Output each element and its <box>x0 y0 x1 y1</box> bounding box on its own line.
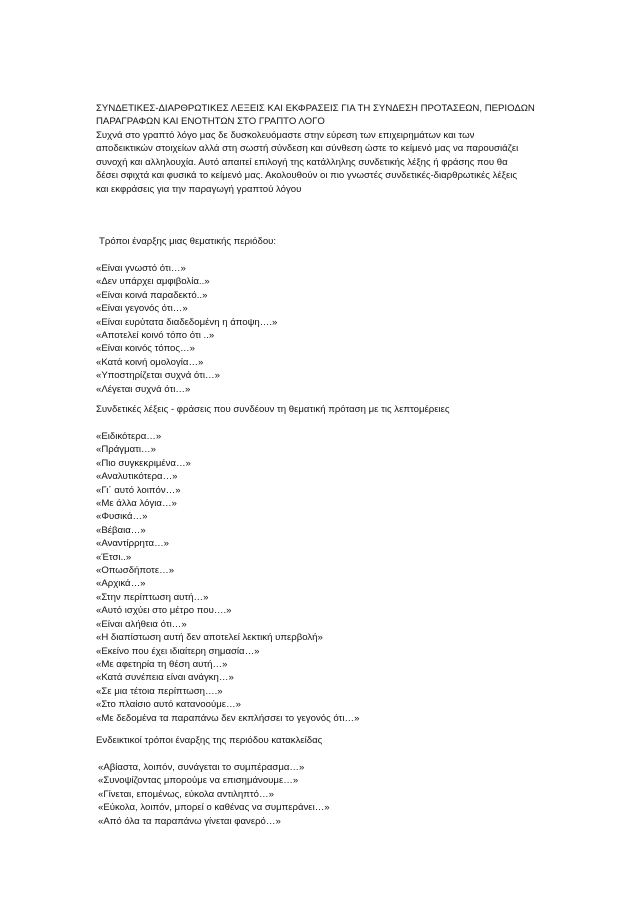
list-item: «Γίνεται, επομένως, εύκολα αντιληπτό…» <box>98 788 274 800</box>
list-item: «Πιο συγκεκριμένα…» <box>96 457 191 469</box>
list-item: «Οπωσδήποτε…» <box>96 565 175 577</box>
list-item: «Στο πλαίσιο αυτό κατανοούμε…» <box>96 699 241 711</box>
section-heading <box>99 235 559 248</box>
section-heading <box>96 734 556 747</box>
document-title <box>96 102 556 129</box>
list-item: «Βέβαια…» <box>96 524 146 536</box>
title-line: ΠΑΡΑΓΡΑΦΩΝ ΚΑΙ ΕΝΟΤΗΤΩΝ ΣΤΟ ΓΡΑΠΤΟ ΛΟΓΟ <box>96 116 325 128</box>
section1-list <box>96 262 556 396</box>
intro-line: Συχνά στο γραπτό λόγο μας δε δυσκολευόμαστε στην εύρεση των επιχειρημάτων και των <box>96 130 475 141</box>
list-item: «Σε μια τέτοια περίπτωση….» <box>96 685 223 697</box>
list-item: «Στην περίπτωση αυτή…» <box>96 591 209 603</box>
list-item: «Πράγματι…» <box>96 444 156 456</box>
list-item: «Αποτελεί κοινό τόπο ότι ..» <box>96 330 215 342</box>
section3-list <box>98 761 558 828</box>
section3-heading: Ενδεικτικοί τρόποι έναρξης της περιόδου κατακλείδας <box>96 735 323 746</box>
title-line: ΣΥΝΔΕΤΙΚΕΣ-ΔΙΑΡΘΡΩΤΙΚΕΣ ΛΕΞΕΙΣ ΚΑΙ ΕΚΦΡΑΣΕΙΣ ΓΙΑ ΤΗ ΣΥΝΔΕΣΗ ΠΡΟΤΑΣΕΩΝ, ΠΕΡΙΟΔΩΝ <box>96 103 535 114</box>
list-item: «Αυτό ισχύει στο μέτρο που….» <box>96 605 232 617</box>
intro-line: συνοχή και αλληλουχία. Αυτό απαιτεί επιλογή της κατάλληλης συνδετικής λέξης ή φράσης που θα <box>96 156 508 168</box>
list-item: «Ειδικότερα…» <box>96 431 162 442</box>
list-item: «Κατά κοινή ομολογία…» <box>96 356 204 368</box>
list-item: «Υποστηρίζεται συχνά ότι…» <box>96 370 220 382</box>
list-item: «Είναι κοινός τόπος…» <box>96 343 195 355</box>
intro-line: αποδεικτικών στοιχείων αλλά στη σωστή σύνδεση και σύνθεση ώστε το κείμενό μας να παρουσιάζει <box>96 143 519 155</box>
list-item: «Εκείνο που έχει ιδιαίτερη σημασία…» <box>96 645 260 657</box>
list-item: «Με αφετηρία τη θέση αυτή…» <box>96 658 228 670</box>
section2-heading: Συνδετικές λέξεις - φράσεις που συνδέουν τη θεματική πρόταση με τις λεπτομέρειες <box>96 404 450 415</box>
section2-list <box>96 430 556 725</box>
list-item: «Κατά συνέπεια είναι ανάγκη…» <box>96 672 234 684</box>
intro-paragraph <box>96 129 556 196</box>
list-item: «Η διαπίστωση αυτή δεν αποτελεί λεκτική υπερβολή» <box>96 632 323 644</box>
list-item: «Εύκολα, λοιπόν, μπορεί ο καθένας να συμπεράνει…» <box>98 802 330 814</box>
section-heading <box>96 403 556 416</box>
intro-line: δέσει σφιχτά και φυσικά το κείμενό μας. Ακολουθούν οι πιο γνωστές συνδετικές-διαρθρωτικές λέξεις <box>96 170 517 182</box>
list-item: «Φυσικά…» <box>96 511 148 523</box>
list-item: «Λέγεται συχνά ότι…» <box>96 383 191 395</box>
list-item: «Αβίαστα, λοιπόν, συνάγεται το συμπέρασμα…» <box>98 762 305 773</box>
list-item: «Με άλλα λόγια…» <box>96 498 177 510</box>
list-item: «Συνοψίζοντας μπορούμε να επισημάνουμε…» <box>98 775 299 787</box>
list-item: «Από όλα τα παραπάνω γίνεται φανερό…» <box>98 815 281 827</box>
list-item: «Είναι ευρύτατα διαδεδομένη η άποψη….» <box>96 316 278 328</box>
list-item: «Είναι αλήθεια ότι…» <box>96 618 187 630</box>
list-item: «Αναλυτικότερα…» <box>96 471 178 483</box>
list-item: «Με δεδομένα τα παραπάνω δεν εκπλήσσει το γεγονός ότι…» <box>96 712 360 724</box>
list-item: «Δεν υπάρχει αμφιβολία..» <box>96 276 210 288</box>
list-item: «Έτσι..» <box>96 551 132 563</box>
list-item: «Είναι γνωστό ότι…» <box>96 263 186 274</box>
list-item: «Αρχικά…» <box>96 578 146 590</box>
list-item: «Γι΄ αυτό λοιπόν…» <box>96 484 181 496</box>
list-item: «Είναι γεγονός ότι…» <box>96 303 188 315</box>
list-item: «Είναι κοινά παραδεκτό..» <box>96 289 208 301</box>
intro-line: και εκφράσεις για την παραγωγή γραπτού λόγου <box>96 183 302 195</box>
list-item: «Αναντίρρητα…» <box>96 538 170 550</box>
section1-heading: Τρόποι έναρξης μιας θεματικής περιόδου: <box>99 236 277 247</box>
